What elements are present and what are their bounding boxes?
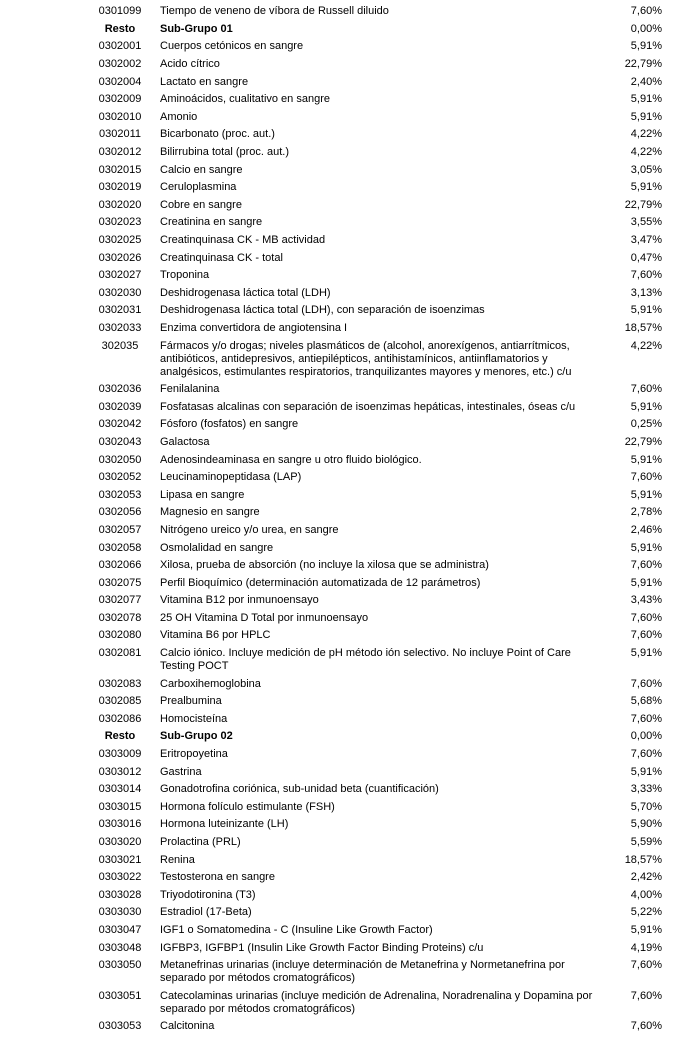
code-cell: 0302083	[98, 677, 142, 690]
percentage-cell: 7,60%	[630, 383, 662, 396]
percentage-cell: 7,60%	[630, 989, 662, 1002]
percentage-cell: 5,91%	[630, 400, 662, 413]
table-row	[0, 869, 700, 887]
percentage-cell: 5,91%	[630, 93, 662, 106]
code-cell: 0303028	[98, 888, 142, 901]
description-cell: Perfil Bioquímico (determinación automatizada de 12 parámetros)	[160, 576, 481, 589]
percentage-cell: 3,33%	[630, 783, 662, 796]
percentage-cell: 5,91%	[630, 576, 662, 589]
table-row	[0, 904, 700, 922]
code-cell: 0302036	[98, 383, 142, 396]
code-cell: 0302086	[98, 712, 142, 725]
code-cell: 0302050	[98, 453, 142, 466]
description-cell: Troponina	[160, 269, 210, 282]
code-cell: 0302066	[98, 559, 142, 572]
table-row	[0, 249, 700, 267]
code-cell: 0303020	[98, 836, 142, 849]
code-cell: 0302077	[98, 594, 142, 607]
table-row	[0, 320, 700, 338]
code-cell: 0302011	[98, 128, 141, 141]
description-cell: IGFBP3, IGFBP1 (Insulin Like Growth Factor Binding Proteins) c/u	[160, 941, 484, 954]
table-row	[0, 3, 700, 21]
percentage-cell: 0,00%	[630, 22, 662, 35]
description-cell: Cuerpos cetónicos en sangre	[160, 40, 304, 53]
table-row	[0, 451, 700, 469]
table-row	[0, 197, 700, 215]
percentage-cell: 0,47%	[630, 251, 662, 264]
description-cell: Fármacos y/o drogas; niveles plasmáticos de (alcohol, anorexígenos, antiarrítmicos, antibióticos, antidepresivos, antiepilépticos, antihistamínicos, antiinflamatorios y analgésicos, estimulantes respiratorios, tranquilizantes mayores y menores, etc.) c/u	[160, 339, 572, 378]
percentage-cell: 5,91%	[630, 923, 662, 936]
code-cell: 0303048	[98, 941, 142, 954]
percentage-cell: 5,91%	[630, 40, 662, 53]
table-row	[0, 285, 700, 303]
description-cell: 25 OH Vitamina D Total por inmunoensayo	[160, 611, 369, 624]
code-cell: 0302078	[98, 611, 142, 624]
code-cell: 0302010	[98, 110, 142, 123]
code-cell: 0302031	[98, 304, 142, 317]
code-cell: 0302075	[98, 576, 142, 589]
percentage-cell: 5,91%	[630, 765, 662, 778]
percentage-cell: 5,91%	[630, 181, 662, 194]
table-row	[0, 557, 700, 575]
description-cell: Fosfatasas alcalinas con separación de isoenzimas hepáticas, intestinales, óseas c/u	[160, 400, 576, 413]
percentage-cell: 7,60%	[630, 748, 662, 761]
table-row	[0, 302, 700, 320]
description-cell: Fenilalanina	[160, 383, 220, 396]
code-cell: 0303030	[98, 906, 142, 919]
code-cell: 0302026	[98, 251, 142, 264]
percentage-cell: 18,57%	[624, 321, 662, 334]
percentage-cell: 22,79%	[624, 58, 662, 71]
description-cell: Gonadotrofina coriónica, sub-unidad beta (cuantificación)	[160, 783, 439, 796]
code-cell: 0303053	[98, 1020, 142, 1033]
description-cell: Calcio iónico. Incluye medición de pH método ión selectivo. No incluye Point of Care Testing POCT	[160, 647, 571, 673]
percentage-cell: 5,59%	[630, 836, 662, 849]
table-row	[0, 144, 700, 162]
percentage-cell: 2,42%	[630, 871, 662, 884]
table-row	[0, 645, 700, 676]
table-row	[0, 887, 700, 905]
description-cell: Deshidrogenasa láctica total (LDH)	[160, 286, 331, 299]
code-cell: 0302042	[98, 418, 142, 431]
table-row	[0, 781, 700, 799]
percentage-cell: 7,60%	[630, 1020, 662, 1033]
percentage-cell: 5,90%	[630, 818, 662, 831]
code-cell: 0303022	[98, 871, 142, 884]
table-row	[0, 816, 700, 834]
table-row	[0, 834, 700, 852]
code-cell: 0302052	[98, 471, 142, 484]
percentage-cell: 22,79%	[624, 435, 662, 448]
code-cell: 0302001	[98, 40, 142, 53]
table-row	[0, 73, 700, 91]
percentage-cell: 4,22%	[630, 128, 662, 141]
code-cell: 0302053	[98, 488, 142, 501]
percentage-cell: 0,00%	[630, 730, 662, 743]
description-cell: Enzima convertidora de angiotensina I	[160, 321, 348, 334]
code-cell: 0302039	[98, 400, 142, 413]
percentage-cell: 5,22%	[630, 906, 662, 919]
percentage-cell: 4,22%	[630, 146, 662, 159]
description-cell: Calcitonina	[160, 1020, 215, 1033]
percentage-cell: 7,60%	[630, 959, 662, 972]
table-row	[0, 398, 700, 416]
table-row	[0, 746, 700, 764]
description-cell: Renina	[160, 853, 195, 866]
table-row	[0, 381, 700, 399]
percentage-cell: 2,40%	[630, 75, 662, 88]
table-row	[0, 469, 700, 487]
description-cell: Gastrina	[160, 765, 202, 778]
percentage-cell: 7,60%	[630, 559, 662, 572]
table-row	[0, 486, 700, 504]
code-cell: 0302023	[98, 216, 142, 229]
table-row	[0, 574, 700, 592]
code-cell: 0302030	[98, 286, 142, 299]
description-cell: Acido cítrico	[160, 58, 220, 71]
percentage-cell: 5,91%	[630, 488, 662, 501]
code-cell: 0302056	[98, 506, 142, 519]
table-row	[0, 627, 700, 645]
percentage-cell: 7,60%	[630, 5, 662, 18]
percentage-cell: 4,19%	[630, 941, 662, 954]
description-cell: Homocisteína	[160, 712, 228, 725]
table-row	[0, 232, 700, 250]
percentage-cell: 3,43%	[630, 594, 662, 607]
description-cell: Metanefrinas urinarias (incluye determinación de Metanefrina y Normetanefrina por separado por métodos cromatográficos)	[160, 959, 565, 985]
description-cell: Creatinquinasa CK - MB actividad	[160, 234, 326, 247]
table-row	[0, 592, 700, 610]
percentage-cell: 3,13%	[630, 286, 662, 299]
code-cell: 0302004	[98, 75, 142, 88]
code-cell: 0303015	[98, 800, 142, 813]
code-cell: 0303012	[98, 765, 142, 778]
percentage-cell: 4,00%	[630, 888, 662, 901]
description-cell: Sub-Grupo 01	[160, 22, 233, 35]
code-cell: 0302033	[98, 321, 142, 334]
table-row	[0, 539, 700, 557]
code-cell: 0302057	[98, 523, 142, 536]
description-cell: Calcio en sangre	[160, 163, 243, 176]
code-cell: Resto	[104, 730, 136, 743]
table-row	[0, 267, 700, 285]
description-cell: IGF1 o Somatomedina - C (Insuline Like Growth Factor)	[160, 923, 433, 936]
table-row	[0, 179, 700, 197]
description-cell: Estradiol (17-Beta)	[160, 906, 252, 919]
table-row	[0, 56, 700, 74]
percentage-cell: 5,91%	[630, 647, 662, 660]
percentage-cell: 5,91%	[630, 453, 662, 466]
table-row	[0, 957, 700, 988]
table-row	[0, 504, 700, 522]
table-row	[0, 126, 700, 144]
percentage-cell: 22,79%	[624, 198, 662, 211]
description-cell: Adenosindeaminasa en sangre u otro fluido biológico.	[160, 453, 422, 466]
description-cell: Ceruloplasmina	[160, 181, 237, 194]
table-row	[0, 675, 700, 693]
table-row	[0, 763, 700, 781]
percentage-cell: 18,57%	[624, 853, 662, 866]
percentage-cell: 0,25%	[630, 418, 662, 431]
code-cell: 0302085	[98, 695, 142, 708]
description-cell: Eritropoyetina	[160, 748, 228, 761]
description-cell: Bicarbonato (proc. aut.)	[160, 128, 275, 141]
table-row	[0, 693, 700, 711]
table-row	[0, 799, 700, 817]
code-cell: 0301099	[98, 5, 142, 18]
description-cell: Vitamina B6 por HPLC	[160, 629, 271, 642]
code-cell: 0303051	[98, 989, 142, 1002]
code-cell: 0302009	[98, 93, 142, 106]
description-cell: Lipasa en sangre	[160, 488, 245, 501]
code-cell: 0303009	[98, 748, 142, 761]
percentage-cell: 7,60%	[630, 611, 662, 624]
table-row	[0, 987, 700, 1018]
description-cell: Fósforo (fosfatos) en sangre	[160, 418, 299, 431]
table-row	[0, 728, 700, 746]
percentage-cell: 7,60%	[630, 269, 662, 282]
description-cell: Vitamina B12 por inmunoensayo	[160, 594, 319, 607]
description-cell: Deshidrogenasa láctica total (LDH), con separación de isoenzimas	[160, 304, 485, 317]
description-cell: Testosterona en sangre	[160, 871, 275, 884]
description-cell: Nitrógeno ureico y/o urea, en sangre	[160, 523, 339, 536]
description-cell: Amonio	[160, 110, 198, 123]
table-row	[0, 214, 700, 232]
table-row	[0, 434, 700, 452]
code-cell: Resto	[104, 22, 136, 35]
percentage-cell: 5,91%	[630, 110, 662, 123]
description-cell: Catecolaminas urinarias (incluye medición de Adrenalina, Noradrenalina y Dopamina por separado por métodos cromatográficos)	[160, 989, 593, 1015]
percentage-cell: 5,91%	[630, 304, 662, 317]
code-cell: 0302019	[98, 181, 142, 194]
percentage-cell: 7,60%	[630, 471, 662, 484]
table-row	[0, 109, 700, 127]
code-cell: 0302020	[98, 198, 142, 211]
description-cell: Creatinina en sangre	[160, 216, 263, 229]
percentage-cell: 5,91%	[630, 541, 662, 554]
description-cell: Lactato en sangre	[160, 75, 249, 88]
table-row	[0, 922, 700, 940]
code-cell: 0302025	[98, 234, 142, 247]
description-cell: Leucinaminopeptidasa (LAP)	[160, 471, 302, 484]
description-cell: Prolactina (PRL)	[160, 836, 241, 849]
description-cell: Hormona luteinizante (LH)	[160, 818, 289, 831]
description-cell: Carboxihemoglobina	[160, 677, 261, 690]
table-row	[0, 851, 700, 869]
code-cell: 302035	[101, 339, 139, 352]
table-row	[0, 610, 700, 628]
description-cell: Magnesio en sangre	[160, 506, 260, 519]
description-cell: Xilosa, prueba de absorción (no incluye la xilosa que se administra)	[160, 559, 489, 572]
description-cell: Osmolalidad en sangre	[160, 541, 274, 554]
percentage-cell: 2,78%	[630, 506, 662, 519]
table-row	[0, 337, 700, 381]
description-cell: Sub-Grupo 02	[160, 730, 233, 743]
description-cell: Aminoácidos, cualitativo en sangre	[160, 93, 330, 106]
description-cell: Tiempo de veneno de víbora de Russell diluido	[160, 5, 389, 18]
code-cell: 0302081	[98, 647, 142, 660]
code-cell: 0303047	[98, 923, 142, 936]
description-cell: Hormona folículo estimulante (FSH)	[160, 800, 335, 813]
percentage-cell: 7,60%	[630, 712, 662, 725]
table-row	[0, 38, 700, 56]
code-cell: 0302027	[98, 269, 142, 282]
percentage-cell: 2,46%	[630, 523, 662, 536]
description-cell: Bilirrubina total (proc. aut.)	[160, 146, 289, 159]
percentage-cell: 5,70%	[630, 800, 662, 813]
description-cell: Triyodotironina (T3)	[160, 888, 256, 901]
percentage-cell: 3,55%	[630, 216, 662, 229]
table-row	[0, 91, 700, 109]
percentage-cell: 4,22%	[630, 339, 662, 352]
table-row	[0, 416, 700, 434]
code-cell: 0302015	[98, 163, 142, 176]
code-cell: 0302002	[98, 58, 142, 71]
table-row	[0, 522, 700, 540]
table-row	[0, 161, 700, 179]
code-cell: 0303014	[98, 783, 142, 796]
code-cell: 0302080	[98, 629, 142, 642]
code-cell: 0302012	[98, 146, 142, 159]
percentage-cell: 3,47%	[630, 234, 662, 247]
description-cell: Cobre en sangre	[160, 198, 242, 211]
percentage-cell: 5,68%	[630, 695, 662, 708]
percentage-cell: 7,60%	[630, 677, 662, 690]
description-cell: Galactosa	[160, 435, 210, 448]
table-row	[0, 939, 700, 957]
code-cell: 0303021	[98, 853, 142, 866]
table-row	[0, 711, 700, 729]
percentage-cell: 7,60%	[630, 629, 662, 642]
code-cell: 0303016	[98, 818, 142, 831]
code-cell: 0302043	[98, 435, 142, 448]
description-cell: Prealbumina	[160, 695, 222, 708]
code-cell: 0302058	[98, 541, 142, 554]
table-row	[0, 21, 700, 39]
table-row	[0, 1018, 700, 1036]
code-cell: 0303050	[98, 959, 142, 972]
description-cell: Creatinquinasa CK - total	[160, 251, 283, 264]
percentage-cell: 3,05%	[630, 163, 662, 176]
